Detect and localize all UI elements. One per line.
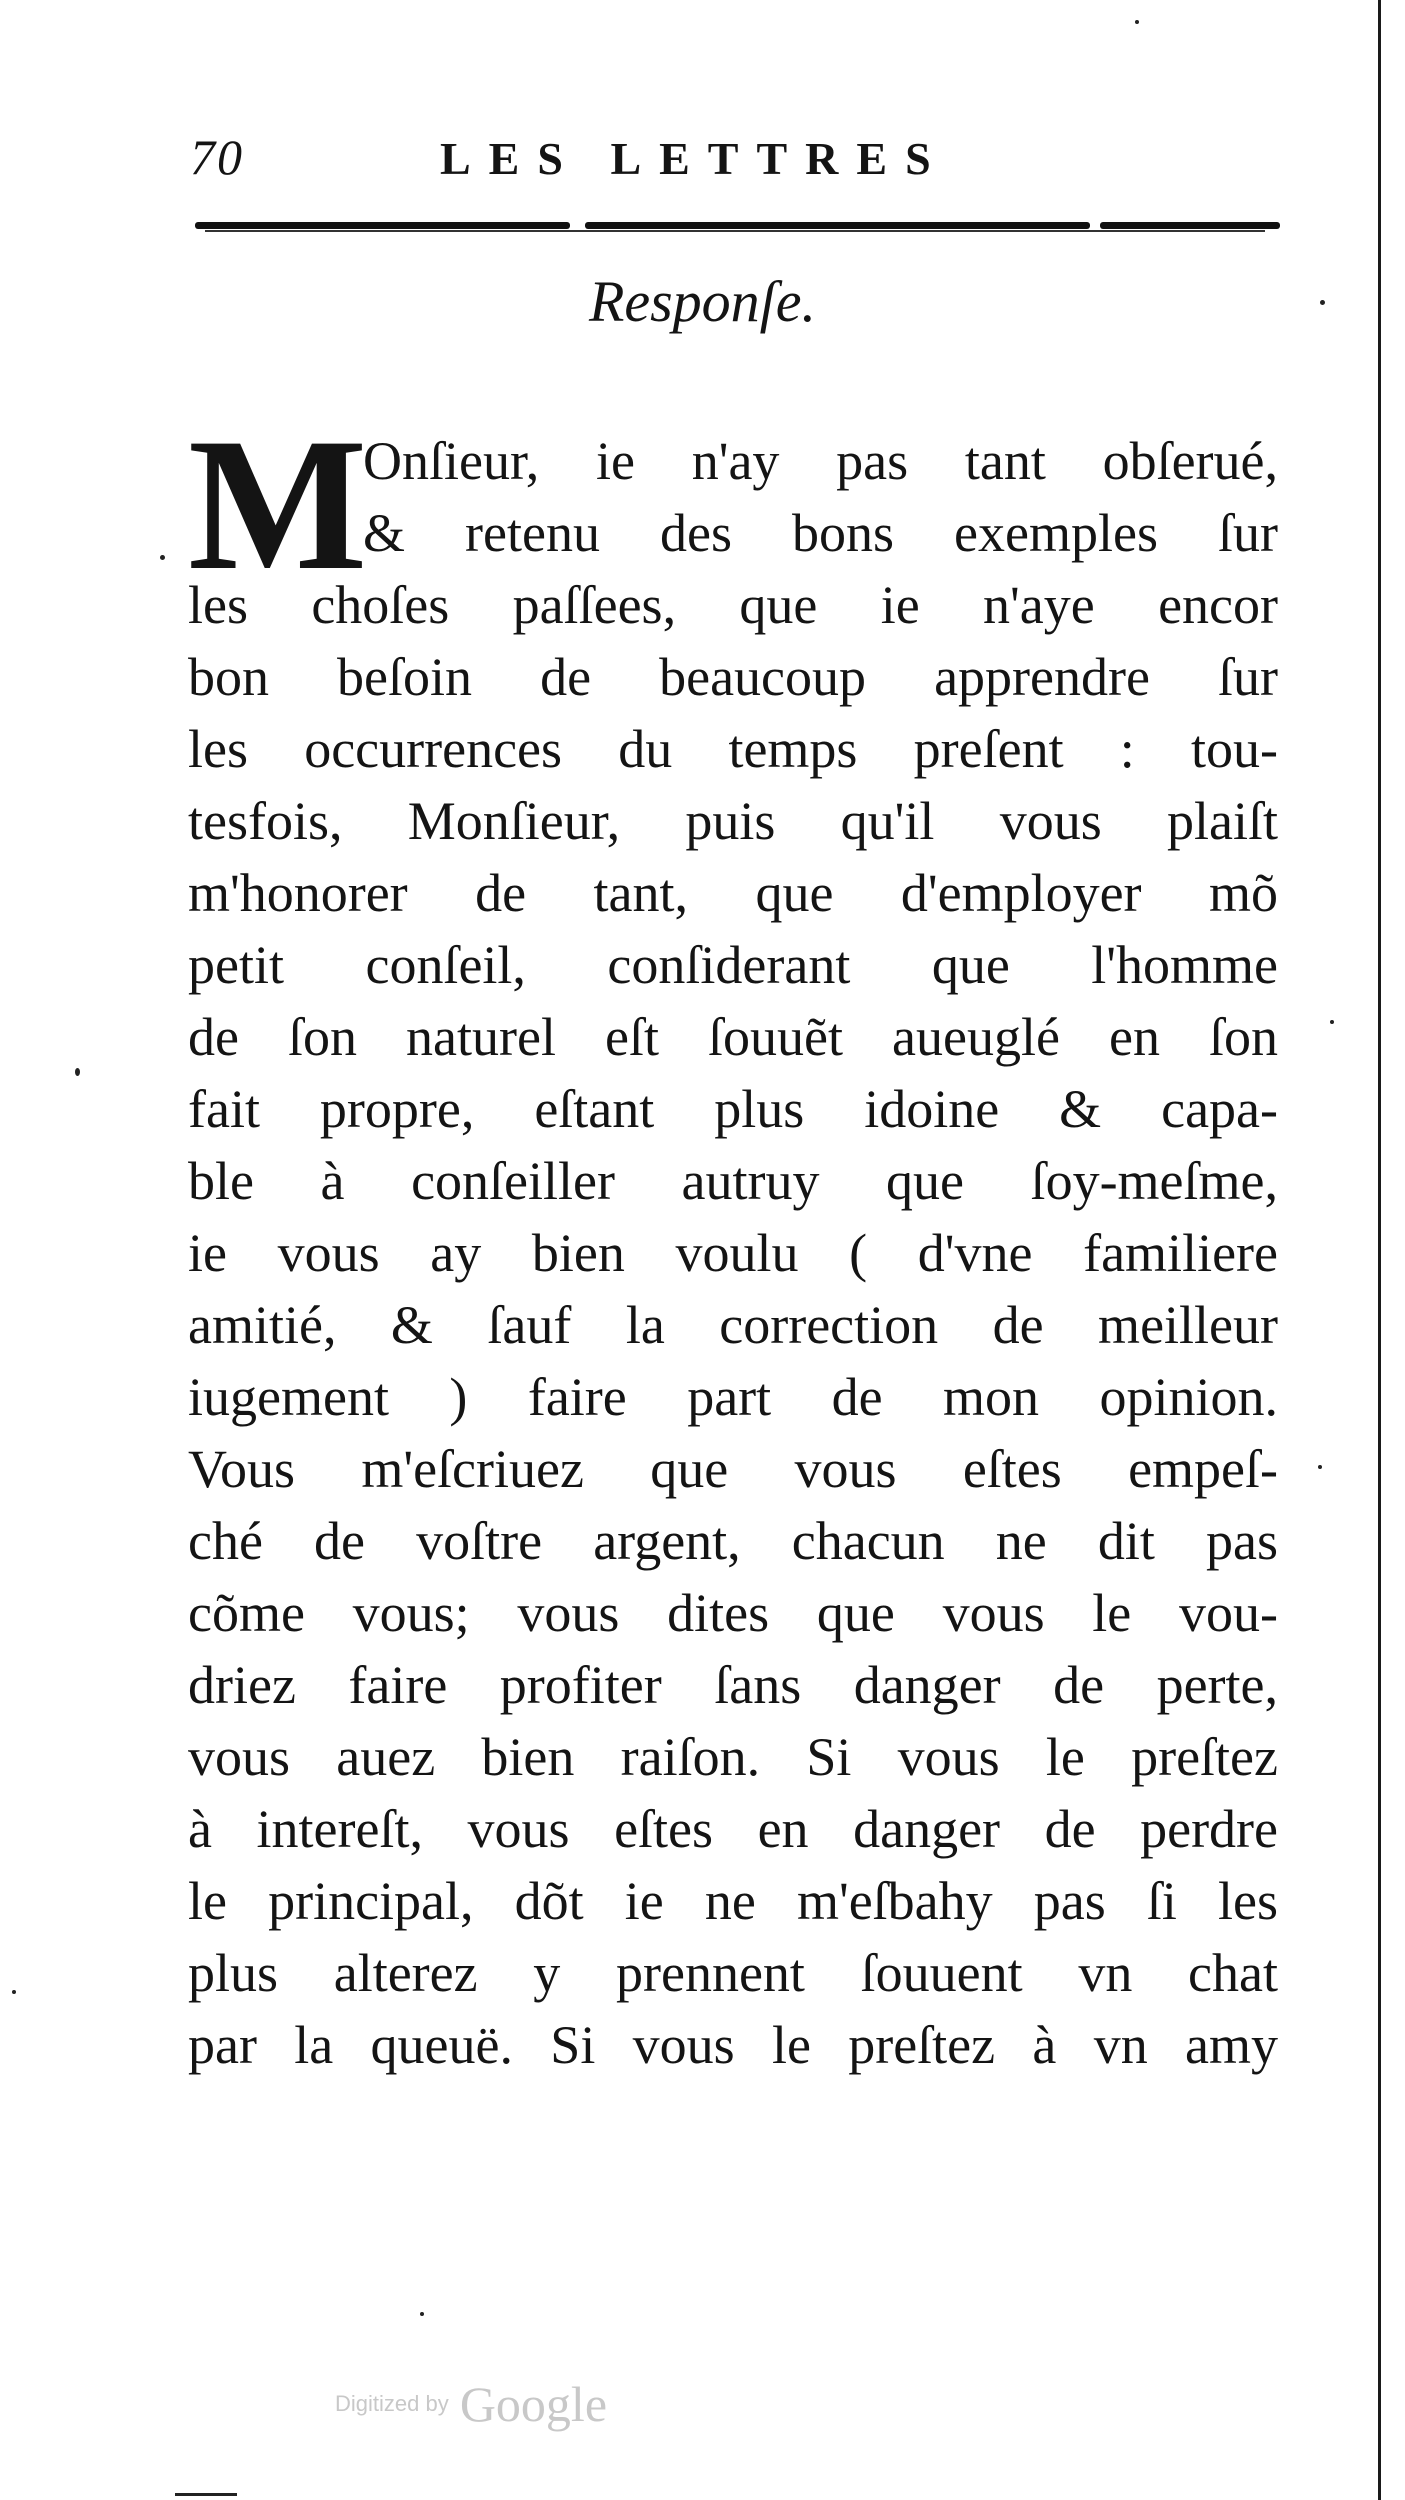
- text-line: les occurrences du temps preſent : tou-: [188, 719, 1278, 779]
- text-line: les choſes paſſees, que ie n'aye encor: [188, 575, 1278, 635]
- header-rule-segment-right: [1100, 222, 1280, 229]
- scan-speck: [420, 2312, 424, 2316]
- scan-speck: [1318, 1465, 1322, 1469]
- text-line: bon beſoin de beaucoup apprendre ſur: [188, 647, 1278, 707]
- digitization-watermark: [335, 2375, 607, 2455]
- text-line: Vous m'eſcriuez que vous eſtes empeſ-: [188, 1439, 1278, 1499]
- text-line: m'honorer de tant, que d'employer mõ: [188, 863, 1278, 923]
- text-line: iugement ) faire part de mon opinion.: [188, 1367, 1278, 1427]
- scan-speck: [75, 1068, 80, 1076]
- drop-cap: M: [188, 400, 368, 610]
- text-line: driez faire profiter ſans danger de perte,: [188, 1655, 1278, 1715]
- text-line: Onſieur, ie n'ay pas tant obſerué,: [363, 431, 1278, 491]
- text-line: ie vous ay bien voulu ( d'vne familiere: [188, 1223, 1278, 1283]
- text-line: amitié, & ſauf la correction de meilleur: [188, 1295, 1278, 1355]
- header-rule-segment-middle: [585, 222, 1090, 229]
- header-rule-thin: [205, 230, 1265, 232]
- digitized-by-label: Digitized by: [335, 2391, 449, 2416]
- text-line: le principal, dõt ie ne m'eſbahy pas ſi les: [188, 1871, 1278, 1931]
- running-title: LES LETTRES: [440, 133, 949, 184]
- google-logo: Google: [459, 2376, 608, 2432]
- text-line: vous auez bien raiſon. Si vous le preſtez: [188, 1727, 1278, 1787]
- text-line: ble à conſeiller autruy que ſoy-meſme,: [188, 1151, 1278, 1211]
- scan-speck: [1135, 20, 1139, 24]
- header-rule: [195, 222, 1280, 232]
- running-header: [190, 128, 1270, 188]
- text-line: par la queuë. Si vous le preſtez à vn amy: [188, 2015, 1278, 2075]
- bottom-edge-mark: [175, 2493, 237, 2496]
- scan-speck: [1330, 1020, 1334, 1024]
- scan-speck: [1320, 300, 1325, 305]
- text-line: petit conſeil, conſiderant que l'homme: [188, 935, 1278, 995]
- scan-speck: [160, 555, 165, 560]
- text-line: à intereſt, vous eſtes en danger de perdre: [188, 1799, 1278, 1859]
- header-rule-segment-left: [195, 222, 570, 229]
- text-line: fait propre, eſtant plus idoine & capa-: [188, 1079, 1278, 1139]
- text-line: plus alterez y prennent ſouuent vn chat: [188, 1943, 1278, 2003]
- text-line: tesfois, Monſieur, puis qu'il vous plaiſt: [188, 791, 1278, 851]
- text-line: & retenu des bons exemples ſur: [363, 503, 1278, 563]
- text-line: ché de voſtre argent, chacun ne dit pas: [188, 1511, 1278, 1571]
- page-number: 70: [190, 129, 244, 185]
- page-edge-line: [1378, 0, 1381, 2500]
- text-line: cõme vous; vous dites que vous le vou-: [188, 1583, 1278, 1643]
- scan-speck: [12, 1990, 16, 1994]
- section-title: Responſe.: [588, 269, 817, 334]
- text-line: de ſon naturel eſt ſouuẽt aueuglé en ſon: [188, 1007, 1278, 1067]
